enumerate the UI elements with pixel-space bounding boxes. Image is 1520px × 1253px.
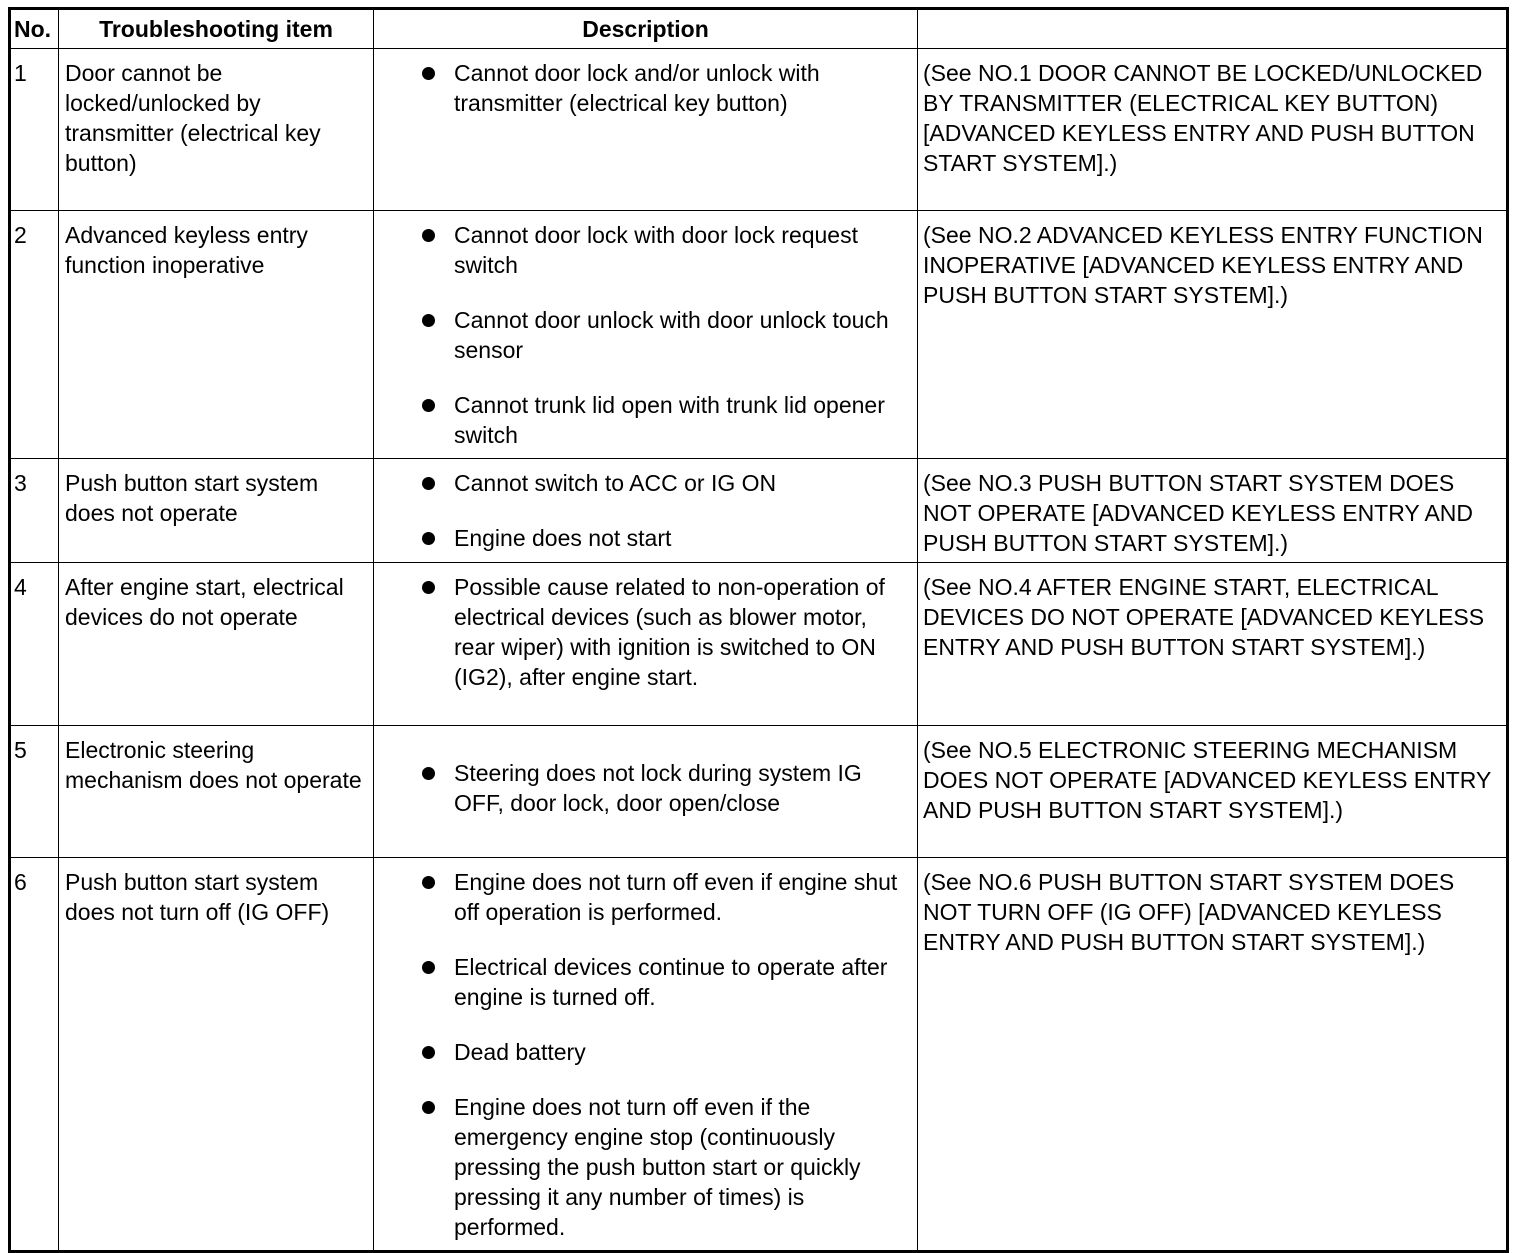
row-number: 5 [10,726,59,858]
bullet-item [420,952,909,1012]
bullet-list [420,220,909,450]
description-cell [374,563,918,726]
row-number: 3 [10,459,59,563]
description-cell [374,459,918,563]
table-row [10,49,1508,211]
row-number: 2 [10,211,59,459]
bullet-list [420,58,909,118]
bullet-item [420,523,909,553]
description-cell [374,211,918,459]
description-cell [374,858,918,1252]
table-row [10,858,1508,1252]
bullet-icon [422,767,435,780]
reference-link[interactable]: (See NO.1 DOOR CANNOT BE LOCKED/UNLOCKED BY TRANSMITTER (ELECTRICAL KEY BUTTON) [ADVANCED KEYLESS ENTRY AND PUSH BUTTON START SYSTEM].) [918,49,1508,211]
header-troubleshooting-item: Troubleshooting item [59,9,374,49]
row-number: 6 [10,858,59,1252]
bullet-text: Engine does not turn off even if engine shut off operation is performed. [454,869,898,925]
header-no: No. [10,9,59,49]
reference-link[interactable]: (See NO.3 PUSH BUTTON START SYSTEM DOES NOT OPERATE [ADVANCED KEYLESS ENTRY AND PUSH BUTTON START SYSTEM].) [918,459,1508,563]
troubleshooting-item: Electronic steering mechanism does not operate [59,726,374,858]
bullet-item [420,220,909,280]
bullet-text: Cannot trunk lid open with trunk lid opener switch [454,392,885,448]
bullet-item [420,468,909,498]
bullet-item [420,1092,909,1242]
bullet-list [420,468,909,553]
bullet-text: Possible cause related to non-operation of electrical devices (such as blower motor, rear wiper) with ignition is switched to ON (IG2), after engine start. [454,574,885,690]
reference-link[interactable]: (See NO.4 AFTER ENGINE START, ELECTRICAL DEVICES DO NOT OPERATE [ADVANCED KEYLESS ENTRY AND PUSH BUTTON START SYSTEM].) [918,563,1508,726]
table-row [10,211,1508,459]
bullet-text: Cannot door unlock with door unlock touch sensor [454,307,889,363]
bullet-icon [422,229,435,242]
troubleshooting-table [8,7,1509,1253]
bullet-list [420,572,909,692]
bullet-icon [422,399,435,412]
bullet-icon [422,961,435,974]
header-reference [918,9,1508,49]
troubleshooting-item: Advanced keyless entry function inoperative [59,211,374,459]
reference-link[interactable]: (See NO.2 ADVANCED KEYLESS ENTRY FUNCTION INOPERATIVE [ADVANCED KEYLESS ENTRY AND PUSH BUTTON START SYSTEM].) [918,211,1508,459]
bullet-text: Electrical devices continue to operate after engine is turned off. [454,954,888,1010]
bullet-icon [422,314,435,327]
bullet-item [420,1037,909,1067]
description-cell [374,726,918,858]
troubleshooting-item: Door cannot be locked/unlocked by transmitter (electrical key button) [59,49,374,211]
table-row [10,726,1508,858]
bullet-icon [422,477,435,490]
table-row [10,459,1508,563]
reference-link[interactable]: (See NO.6 PUSH BUTTON START SYSTEM DOES NOT TURN OFF (IG OFF) [ADVANCED KEYLESS ENTRY AND PUSH BUTTON START SYSTEM].) [918,858,1508,1252]
bullet-icon [422,532,435,545]
bullet-item [420,390,909,450]
reference-link[interactable]: (See NO.5 ELECTRONIC STEERING MECHANISM DOES NOT OPERATE [ADVANCED KEYLESS ENTRY AND PUSH BUTTON START SYSTEM].) [918,726,1508,858]
troubleshooting-item: After engine start, electrical devices do not operate [59,563,374,726]
bullet-text: Dead battery [454,1039,586,1065]
bullet-item [420,305,909,365]
bullet-list [420,867,909,1242]
bullet-item [420,572,909,692]
row-number: 4 [10,563,59,726]
table-row [10,563,1508,726]
header-description: Description [374,9,918,49]
bullet-icon [422,876,435,889]
header-row [10,9,1508,49]
troubleshooting-item: Push button start system does not operate [59,459,374,563]
row-number: 1 [10,49,59,211]
bullet-text: Engine does not start [454,525,672,551]
bullet-text: Cannot switch to ACC or IG ON [454,470,777,496]
bullet-icon [422,581,435,594]
bullet-item [420,58,909,118]
bullet-icon [422,1046,435,1059]
bullet-text: Cannot door lock with door lock request switch [454,222,858,278]
bullet-icon [422,67,435,80]
bullet-text: Steering does not lock during system IG OFF, door lock, door open/close [454,759,862,816]
bullet-list [420,758,909,818]
bullet-item [420,867,909,927]
bullet-text: Cannot door lock and/or unlock with transmitter (electrical key button) [454,60,820,116]
bullet-icon [422,1101,435,1114]
bullet-text: Engine does not turn off even if the emergency engine stop (continuously pressing the push button start or quickly pressing it any number of times) is performed. [454,1094,861,1240]
description-cell [374,49,918,211]
bullet-item [420,758,909,818]
troubleshooting-item: Push button start system does not turn off (IG OFF) [59,858,374,1252]
